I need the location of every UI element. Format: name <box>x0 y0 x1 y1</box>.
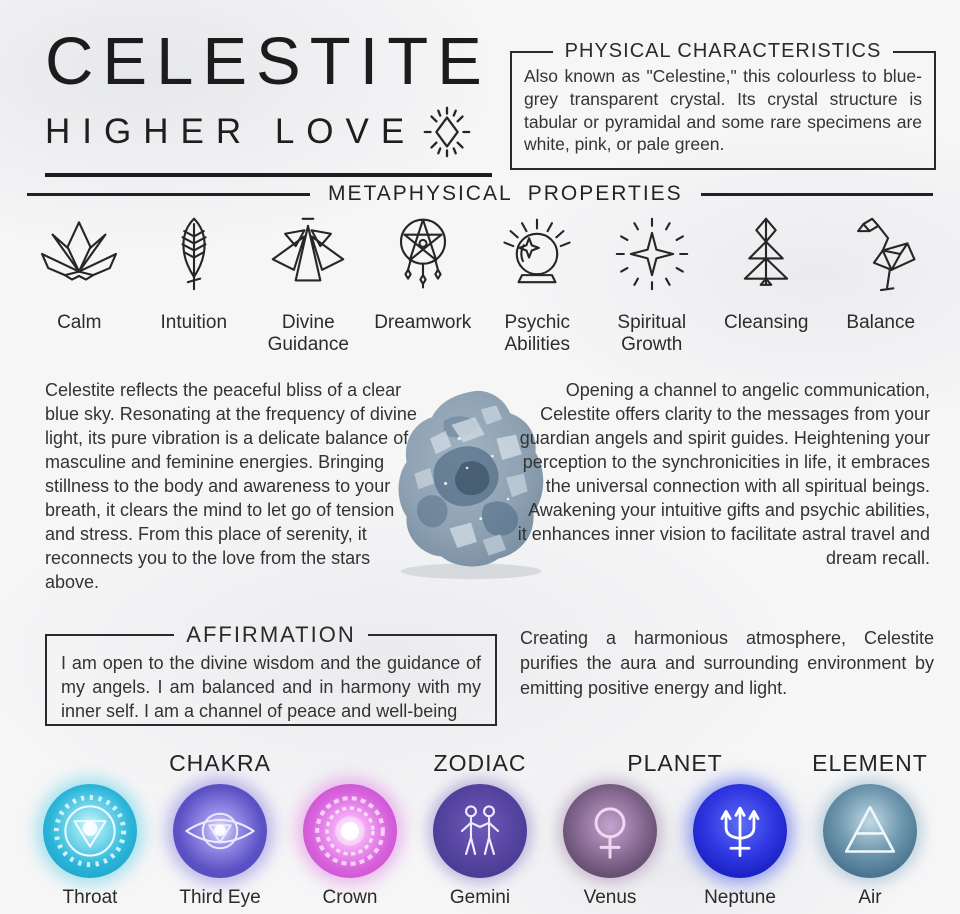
zodiac-header: ZODIAC <box>433 750 527 776</box>
badge-label: Third Eye <box>179 887 261 908</box>
badge-air <box>805 784 935 909</box>
brand-block <box>45 24 507 177</box>
property-balance <box>824 202 939 356</box>
chakra-header: CHAKRA <box>169 750 271 776</box>
description-left: Celestite reflects the peaceful bliss of a clear blue sky. Resonating at the frequency of divine light, its pure vibration is a delicate balance of masculine and feminine energies. Bringing stillness to the body and awareness to your breath, it clears the mind to let go of tension and stress. From this place of serenity, it reconnects you to the love from the stars above. <box>45 380 417 592</box>
page-subtitle: HIGHER LOVE <box>45 112 417 151</box>
sparkle-burst-icon <box>595 202 710 306</box>
physical-characteristics-box <box>510 40 936 170</box>
lotus-icon <box>22 202 137 306</box>
property-label: Intuition <box>160 312 228 333</box>
element-header: ELEMENT <box>812 750 928 776</box>
throat-chakra-icon <box>43 784 137 878</box>
air-element-icon <box>823 784 917 878</box>
property-dreamwork <box>366 202 481 356</box>
crown-chakra-icon <box>303 784 397 878</box>
badge-label: Air <box>858 887 882 908</box>
crystal-ball-icon <box>480 202 595 306</box>
feather-icon <box>137 202 252 306</box>
title-underline <box>45 173 492 177</box>
neptune-trident-icon <box>693 784 787 878</box>
description-right: Opening a channel to angelic communication, Celestite offers clarity to the messages from your guardian angels and spirit guides. Heightening your perception to the synchronicities in life, it embraces the universal connection with all spiritual beings. Awakening your intuitive gifts and psychic abilities, it enhances inner vision to facilitate astral travel and dream recall. <box>517 380 930 568</box>
badge-label: Crown <box>322 887 378 908</box>
badge-third-eye <box>155 784 285 909</box>
description-section <box>45 372 930 600</box>
property-cleansing <box>709 202 824 356</box>
property-label: Psychic Abilities <box>504 312 570 355</box>
property-intuition <box>137 202 252 356</box>
dreamcatcher-icon <box>366 202 481 306</box>
affirmation-text: I am open to the divine wisdom and the guidance of my angels. I am balanced and in harmony with my inner self. I am a channel of peace and well-being <box>61 653 481 721</box>
affirmation-box <box>45 622 497 726</box>
physical-characteristics-title: PHYSICAL CHARACTERISTICS <box>564 40 882 62</box>
sparkle-diamond-icon <box>418 103 476 161</box>
property-label: Spiritual Growth <box>617 312 687 355</box>
badge-label: Throat <box>62 887 118 908</box>
atmosphere-text: Creating a harmonious atmosphere, Celestite purifies the aura and surrounding environment by emitting positive energy and light. <box>520 628 934 698</box>
flamingo-icon <box>824 202 939 306</box>
property-spiritual-growth <box>595 202 710 356</box>
page-title: CELESTITE <box>45 24 491 99</box>
badge-throat <box>25 784 155 909</box>
property-label: Calm <box>57 312 102 333</box>
divider-rule-right <box>701 193 933 196</box>
metaphysical-properties-row <box>22 202 938 356</box>
property-label: Balance <box>846 312 916 333</box>
geometric-tree-icon <box>709 202 824 306</box>
property-calm <box>22 202 137 356</box>
badge-crown <box>285 784 415 909</box>
third-eye-chakra-icon <box>173 784 267 878</box>
correspondence-badges-row <box>25 784 935 909</box>
badge-label: Gemini <box>449 887 511 908</box>
property-divine-guidance <box>251 202 366 356</box>
property-label: Divine Guidance <box>267 312 349 355</box>
property-psychic-abilities <box>480 202 595 356</box>
badge-label: Venus <box>583 887 637 908</box>
angel-icon <box>251 202 366 306</box>
divider-rule-left <box>27 193 310 196</box>
badge-label: Neptune <box>704 887 776 908</box>
property-label: Dreamwork <box>374 312 472 333</box>
correspondence-headers <box>25 750 935 777</box>
affirmation-title: AFFIRMATION <box>186 622 356 647</box>
badge-gemini <box>415 784 545 909</box>
property-label: Cleansing <box>724 312 809 333</box>
subtitle-row <box>45 103 507 161</box>
badge-venus <box>545 784 675 909</box>
badge-neptune <box>675 784 805 909</box>
gemini-twins-icon <box>433 784 527 878</box>
planet-header: PLANET <box>627 750 723 776</box>
venus-symbol-icon <box>563 784 657 878</box>
metaphysical-title: METAPHYSICAL PROPERTIES <box>328 182 683 205</box>
physical-characteristics-text: Also known as "Celestine," this colourless to blue-grey transparent crystal. Its crystal structure is tabular or pyramidal and some rare specimens are white, pink, or pale green. <box>524 66 922 155</box>
